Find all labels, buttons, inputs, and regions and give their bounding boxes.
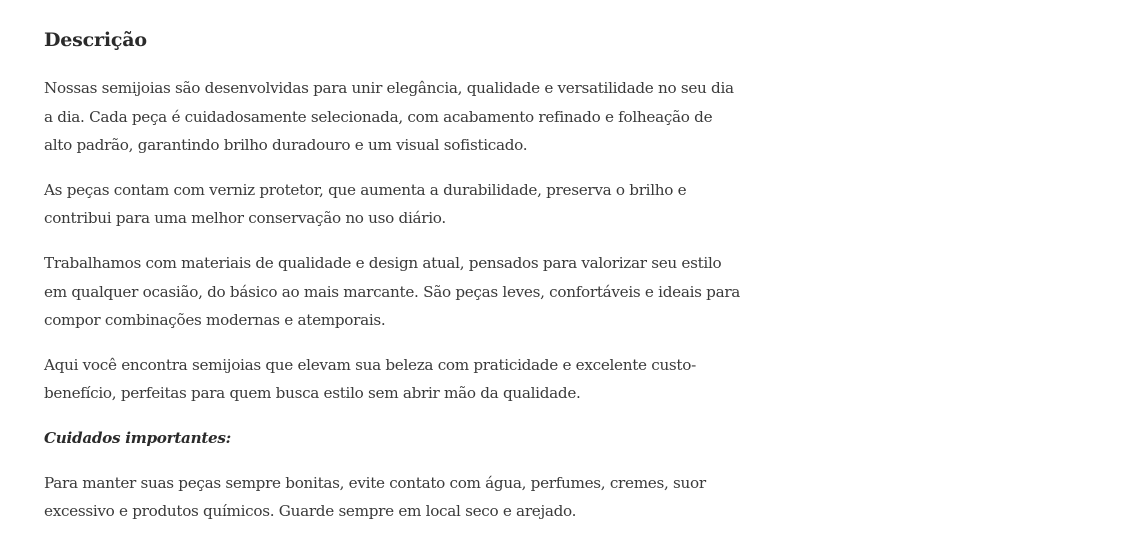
care-paragraph: Para manter suas peças sempre bonitas, evite contato com água, perfumes, cremes, suor excessivo e produtos químicos. Guarde sempre em local seco e arejado. bbox=[44, 473, 706, 521]
description-paragraph-4: Aqui você encontra semijoias que elevam sua beleza com praticidade e excelente custo-benefício, perfeitas para quem busca estilo sem abrir mão da qualidade. bbox=[44, 355, 696, 403]
description-paragraph-3: Trabalhamos com materiais de qualidade e design atual, pensados para valorizar seu estilo em qualquer ocasião, do básico ao mais marcante. São peças leves, confortáveis e ideais para compor combinações modernas e atemporais. bbox=[44, 253, 741, 330]
description-paragraph-1: Nossas semijoias são desenvolvidas para unir elegância, qualidade e versatilidade no seu dia a dia. Cada peça é cuidadosamente selecionada, com acabamento refinado e folheação de alto padrão, garantindo brilho duradouro e um visual sofisticado. bbox=[44, 79, 734, 155]
section-title: Descrição bbox=[44, 29, 147, 51]
product-description-section bbox=[44, 26, 744, 542]
care-heading: Cuidados importantes: bbox=[44, 428, 231, 447]
description-paragraph-2: As peças contam com verniz protetor, que aumenta a durabilidade, preserva o brilho e contribui para uma melhor conservação no uso diário. bbox=[44, 180, 687, 228]
